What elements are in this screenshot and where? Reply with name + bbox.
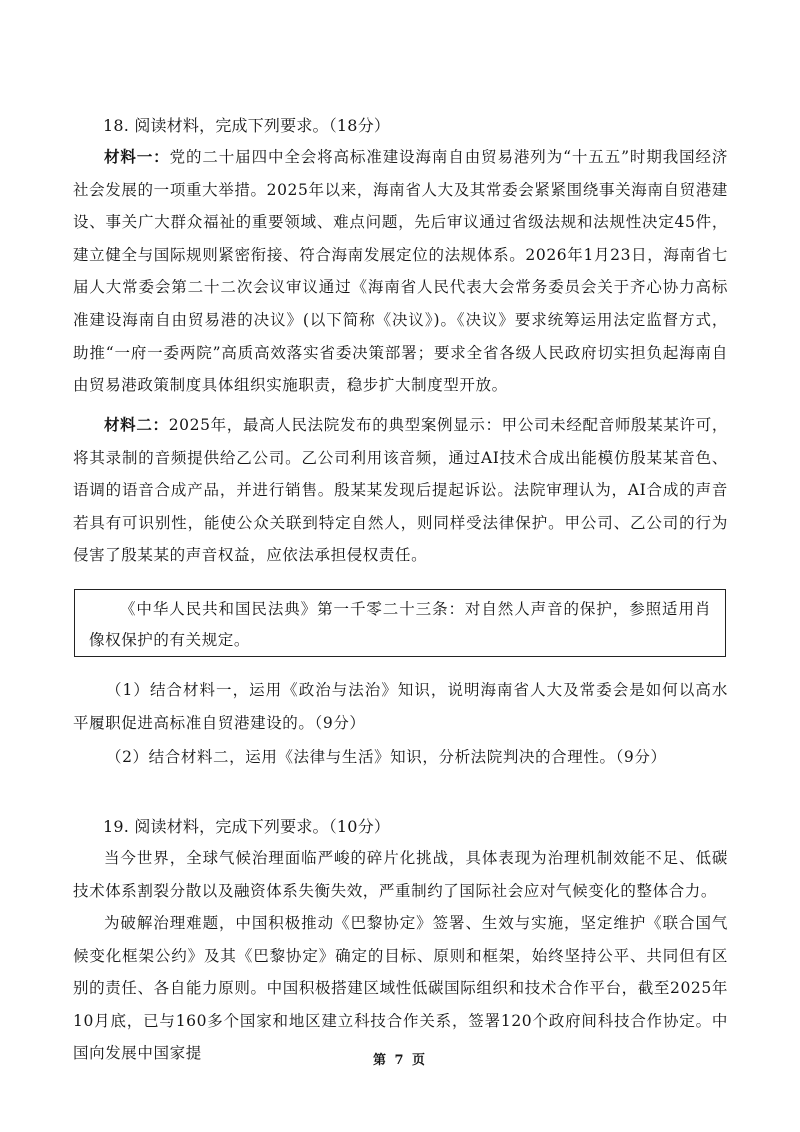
question-18-sub-1: （1）结合材料一，运用《政治与法治》知识，说明海南省人大及常委会是如何以高水平履职促进高标准自贸港建设的。（9分） <box>73 681 728 732</box>
material-1-text: 党的二十届四中全会将高标准建设海南自由贸易港列为“十五五”时期我国经济社会发展的一项重大举措。2025年以来，海南省人大及其常委会紧紧围绕事关海南自贸港建设、事关广大群众福祉的重要领域、难点问题，先后审议通过省级法规和法规性决定45件，建立健全与国际规则紧密衔接、符合海南发展定位的法规体系。2026年1月23日，海南省七届人大常委会第二十二次会议审议通过《海南省人民代表大会常务委员会关于齐心协力高标准建设海南自由贸易港的决议》(以下简称《决议》)。《决议》要求统筹运用法定监督方式，助推“一府一委两院”高质高效落实省委决策部署；要求全省各级人民政府切实担负起海南自由贸易港政策制度具体组织实施职责，稳步扩大制度型开放。 <box>73 148 728 395</box>
civil-code-box <box>74 589 726 657</box>
material-1-paragraph <box>73 141 728 402</box>
material-2-paragraph <box>73 409 728 572</box>
page-number: 第 7 页 <box>372 1053 428 1068</box>
question-19-paragraph-2: 为破解治理难题，中国积极推动《巴黎协定》签署、生效与实施，坚定维护《联合国气候变化框架公约》及其《巴黎协定》确定的目标、原则和框架，始终坚持公平、共同但有区别的责任、各自能力原则。中国积极搭建区域性低碳国际组织和技术合作平台，截至2025年10月底，已与160多个国家和地区建立科技合作关系，签署120个政府间科技合作协定。中国向发展中国家提 <box>73 914 728 1063</box>
question-18-title: 18. 阅读材料，完成下列要求。（18分） <box>103 116 391 135</box>
question-19-paragraph-1: 当今世界，全球气候治理面临严峻的碎片化挑战，具体表现为治理机制效能不足、低碳技术体系割裂分散以及融资体系失衡失效，严重制约了国际社会应对气候变化的整体合力。 <box>73 849 728 900</box>
civil-code-text: 《中华人民共和国民法典》第一千零二十三条：对自然人声音的保护，参照适用肖像权保护的有关规定。 <box>89 600 711 649</box>
question-19-title: 19. 阅读材料，完成下列要求。（10分） <box>103 817 391 836</box>
material-2-text: 2025年，最高人民法院发布的典型案例显示：甲公司未经配音师殷某某许可，将其录制的音频提供给乙公司。乙公司利用该音频，通过AI技术合成出能模仿殷某某音色、语调的语音合成产品，并进行销售。殷某某发现后提起诉讼。法院审理认为，AI合成的声音若具有可识别性，能使公众关联到特定自然人，则同样受法律保护。甲公司、乙公司的行为侵害了殷某某的声音权益，应依法承担侵权责任。 <box>73 416 728 565</box>
question-18-sub-2: （2）结合材料二，运用《法律与生活》知识，分析法院判决的合理性。（9分） <box>106 748 667 766</box>
material-1-label: 材料一： <box>104 147 170 166</box>
material-2-label: 材料二： <box>104 415 169 434</box>
